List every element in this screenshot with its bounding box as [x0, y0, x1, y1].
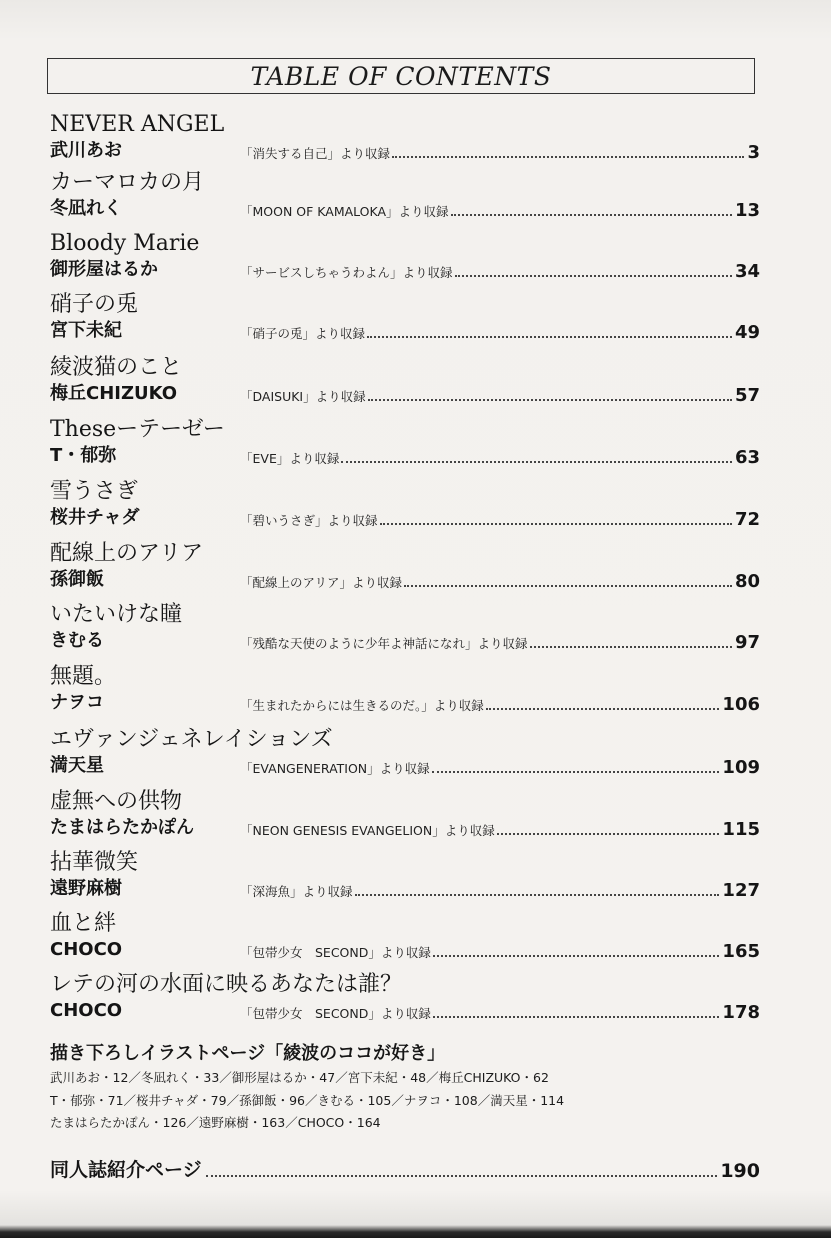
entry-author: ナヲコ: [50, 692, 104, 713]
entry-source: 「NEON GENESIS EVANGELION」より収録: [240, 823, 495, 838]
entry-title: 雪うさぎ: [50, 479, 139, 504]
dojinshi-label: 同人誌紹介ページ: [50, 1159, 202, 1181]
entry-leader: [240, 262, 760, 282]
entry-page-number: 13: [734, 200, 760, 221]
entry-leader: [240, 942, 760, 962]
entry-page-number: 165: [722, 941, 760, 962]
entry-leader: [240, 323, 760, 343]
dot-leader: [497, 833, 720, 835]
contents-header-box: [47, 58, 755, 94]
entry-source: 「包帯少女 SECOND」より収録: [240, 1006, 431, 1021]
dot-leader: [367, 336, 732, 338]
entry-author: 桜井チャダ: [50, 507, 140, 528]
dot-leader: [368, 399, 732, 401]
entry-title: いたいけな瞳: [50, 602, 183, 627]
entry-page-number: 80: [734, 571, 760, 592]
entry-source: 「DAISUKI」より収録: [240, 389, 366, 404]
entry-source: 「消失する自己」より収録: [240, 146, 391, 161]
illustration-credits-line: T・郁弥・71／桜井チャダ・79／孫御飯・96／きむる・105／ナヲコ・108／満天星・114: [50, 1093, 565, 1108]
entry-leader: [240, 386, 760, 406]
entry-author: 孫御飯: [50, 569, 104, 590]
entry-source: 「深海魚」より収録: [240, 884, 353, 899]
entry-author: CHOCO: [50, 939, 123, 960]
entry-title: NEVER ANGEL: [50, 112, 225, 137]
dot-leader: [380, 523, 732, 525]
dot-leader: [433, 955, 720, 957]
illustration-credits-line: 武川あお・12／冬凪れく・33／御形屋はるか・47／宮下未紀・48／梅丘CHIZUKO・62: [50, 1070, 549, 1085]
entry-title: レテの河の水面に映るあなたは誰？: [50, 972, 403, 997]
toc-entry[interactable]: [50, 170, 760, 230]
entry-author: 御形屋はるか: [50, 259, 158, 280]
illustration-section-title: 描き下ろしイラストページ「綾波のココが好き」: [50, 1043, 446, 1064]
toc-entry[interactable]: [50, 417, 760, 477]
entry-leader: [240, 510, 760, 530]
entry-leader: [240, 758, 760, 778]
entry-leader: [240, 881, 760, 901]
entry-page-number: 63: [734, 447, 760, 468]
entry-leader: [240, 695, 760, 715]
entry-page-number: 49: [734, 322, 760, 343]
entry-page-number: 57: [734, 385, 760, 406]
toc-entry[interactable]: [50, 355, 760, 415]
entry-leader: [240, 633, 760, 653]
entry-title: 硝子の兎: [50, 292, 139, 317]
entry-page-number: 115: [722, 819, 760, 840]
entry-source: 「EVE」より収録: [240, 451, 340, 466]
toc-entry[interactable]: [50, 479, 760, 539]
entry-title: エヴァンジェネレイションズ: [50, 727, 333, 752]
entry-leader: [240, 448, 760, 468]
toc-entry[interactable]: [50, 602, 760, 662]
entry-source: 「包帯少女 SECOND」より収録: [240, 945, 431, 960]
entry-title: 拈華微笑: [50, 850, 139, 875]
toc-entry[interactable]: [50, 789, 760, 849]
entry-title: Bloody Marie: [50, 231, 200, 256]
dot-leader: [355, 894, 720, 896]
toc-entry[interactable]: [50, 231, 760, 291]
entry-source: 「配線上のアリア」より収録: [240, 575, 403, 590]
entry-page-number: 34: [734, 261, 760, 282]
toc-entry[interactable]: [50, 112, 760, 172]
entry-leader: [240, 1003, 760, 1023]
toc-entry[interactable]: [50, 727, 760, 787]
entry-title: 虚無への供物: [50, 789, 183, 814]
dot-leader: [341, 461, 732, 463]
toc-entry[interactable]: [50, 911, 760, 971]
entry-title: 配線上のアリア: [50, 541, 204, 566]
entry-author: きむる: [50, 630, 104, 651]
entry-source: 「MOON OF KAMALOKA」より収録: [240, 204, 449, 219]
entry-author: 遠野麻樹: [50, 878, 122, 899]
toc-entry[interactable]: [50, 664, 760, 724]
entry-source: 「サービスしちゃうわよん」より収録: [240, 265, 453, 280]
entry-title: 血と絆: [50, 911, 117, 936]
dot-leader: [432, 771, 720, 773]
entry-author: 武川あお: [50, 140, 122, 161]
toc-entry[interactable]: [50, 292, 760, 352]
entry-author: たまはらたかぽん: [50, 817, 194, 838]
entry-leader: [240, 201, 760, 221]
entry-page-number: 3: [747, 142, 760, 163]
entry-title: Theseーテーゼー: [50, 417, 225, 442]
dot-leader: [451, 214, 732, 216]
entry-author: 冬凪れく: [50, 198, 122, 219]
dojinshi-page-number: 190: [720, 1160, 760, 1182]
entry-source: 「碧いうさぎ」より収録: [240, 513, 378, 528]
entry-leader: [240, 820, 760, 840]
entry-author: 宮下未紀: [50, 320, 122, 341]
entry-page-number: 72: [734, 509, 760, 530]
toc-entry[interactable]: [50, 850, 760, 910]
dot-leader: [486, 708, 720, 710]
entry-source: 「EVANGENERATION」より収録: [240, 761, 430, 776]
entry-author: CHOCO: [50, 1000, 123, 1021]
dot-leader: [392, 156, 744, 158]
entry-page-number: 97: [734, 632, 760, 653]
entry-source: 「生まれたからには生きるのだ。」より収録: [240, 698, 484, 713]
entry-title: 綾波猫のこと: [50, 355, 183, 380]
entry-page-number: 178: [722, 1002, 760, 1023]
entry-author: 満天星: [50, 755, 104, 776]
entry-page-number: 109: [722, 757, 760, 778]
entry-title: カーマロカの月: [50, 170, 205, 195]
entry-leader: [240, 143, 760, 163]
dojinshi-entry[interactable]: [50, 1155, 760, 1183]
entry-author: T・郁弥: [50, 445, 117, 466]
toc-entry[interactable]: [50, 972, 760, 1032]
toc-entry[interactable]: [50, 541, 760, 601]
illustration-credits-line: たまはらたかぽん・126／遠野麻樹・163／CHOCO・164: [50, 1115, 381, 1130]
dot-leader: [433, 1016, 720, 1018]
entry-page-number: 106: [722, 694, 760, 715]
page-title: TABLE OF CONTENTS: [250, 61, 552, 91]
dot-leader: [530, 646, 732, 648]
entry-author: 梅丘CHIZUKO: [50, 383, 178, 404]
entry-page-number: 127: [722, 880, 760, 901]
entry-leader: [240, 572, 760, 592]
entry-source: 「残酷な天使のように少年よ神話になれ」より収録: [240, 636, 528, 651]
entry-title: 無題。: [50, 664, 117, 689]
dot-leader: [455, 275, 732, 277]
dot-leader: [206, 1175, 718, 1177]
dot-leader: [404, 585, 732, 587]
entry-source: 「硝子の兎」より収録: [240, 326, 366, 341]
